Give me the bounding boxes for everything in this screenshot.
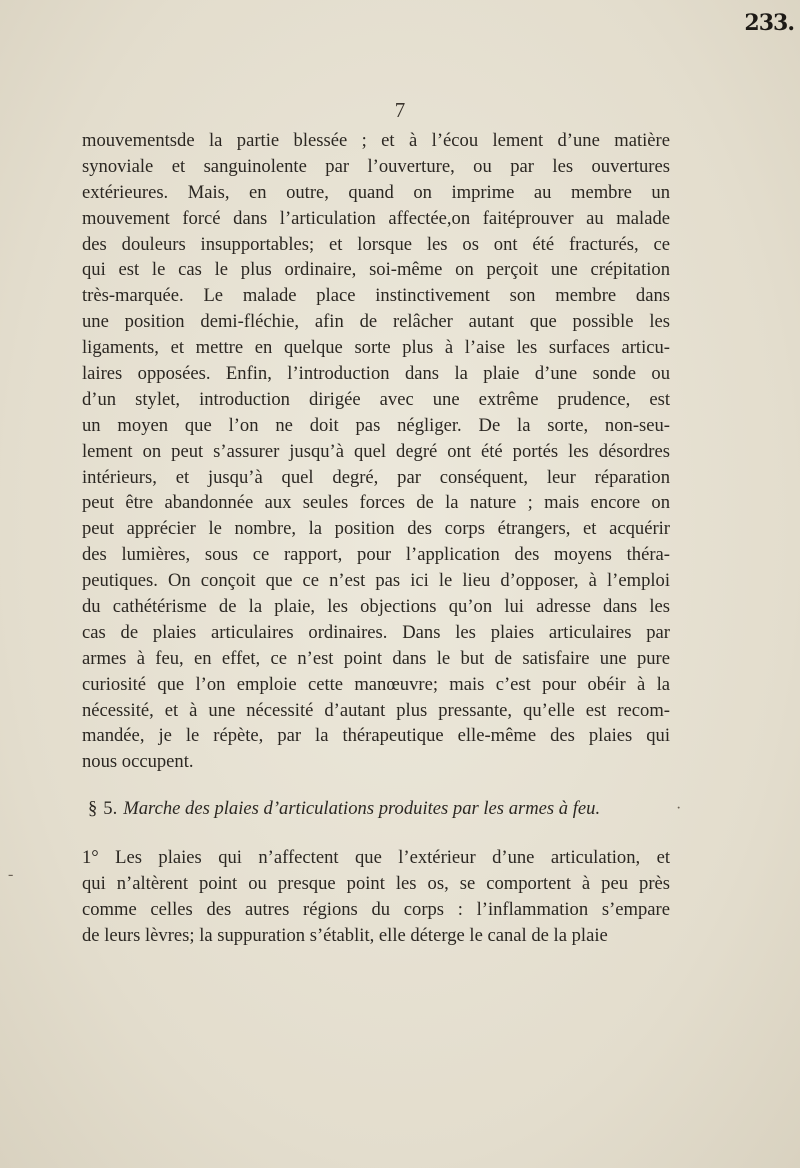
text-line: peut être abandonnée aux seules forces de la nature ; mais encore on (82, 492, 670, 514)
text-line: très-marquée. Le malade place instinctivement son membre dans (82, 285, 670, 307)
text-line: armes à feu, en effet, ce n’est point dans le but de satisfaire une pure (82, 647, 670, 669)
text-line: une position demi-fléchie, afin de relâcher autant que possible les (82, 311, 670, 333)
text-line: du cathétérisme de la plaie, les objections qu’on lui adresse dans les (82, 596, 670, 618)
margin-mark: - (8, 866, 14, 883)
body-text (82, 128, 670, 775)
text-line: nous occupent. (82, 751, 194, 773)
text-line: mouvement forcé dans l’articulation affectée,on faitéprouver au malade (82, 207, 670, 229)
text-line: de leurs lèvres; la suppuration s’établit, elle déterge le canal de la plaie (82, 924, 608, 946)
text-line: laires opposées. Enfin, l’introduction dans la plaie d’une sonde ou (82, 363, 670, 385)
margin-mark: · (676, 800, 682, 817)
text-line: peut apprécier le nombre, la position des corps étrangers, et acquérir (82, 518, 670, 540)
text-line: 1° Les plaies qui n’affectent que l’extérieur d’une articulation, et (82, 847, 670, 868)
page-number: 7 (394, 98, 406, 122)
text-line: qui n’altèrent point ou presque point les os, se comportent à peu près (82, 872, 670, 894)
text-line: lement on peut s’assurer jusqu’à quel degré ont été portés les désordres (82, 440, 670, 462)
section-title: Marche des plaies d’articulations produites par les armes à feu. (123, 798, 601, 819)
text-line: des douleurs insupportables; et lorsque les os ont été fracturés, ce (82, 233, 670, 255)
folio-stamp: 233. (744, 10, 794, 36)
text-line: synoviale et sanguinolente par l’ouverture, ou par les ouvertures (82, 155, 670, 177)
text-line: mouvementsde la partie blessée ; et à l’écou lement d’une matière (82, 130, 670, 151)
text-line: cas de plaies articulaires ordinaires. Dans les plaies articulaires par (82, 621, 670, 643)
section-symbol: § (88, 798, 98, 819)
text-line: mandée, je le répète, par la thérapeutique elle-même des plaies qui (82, 725, 670, 747)
section-body-text (82, 845, 670, 949)
text-line: curiosité que l’on emploie cette manœuvre; mais c’est pour obéir à la (82, 673, 670, 695)
text-line: nécessité, et à une nécessité d’autant plus pressante, qu’elle est recom- (82, 699, 670, 721)
section-number: 5. (103, 798, 118, 819)
text-line: qui est le cas le plus ordinaire, soi-même on perçoit une crépitation (82, 259, 670, 281)
text-line: comme celles des autres régions du corps : l’inflammation s’empare (82, 898, 670, 920)
text-line: d’un stylet, introduction dirigée avec une extrême prudence, est (82, 388, 670, 410)
text-line: intérieurs, et jusqu’à quel degré, par conséquent, leur réparation (82, 466, 670, 488)
text-line: ligaments, et mettre en quelque sorte plus à l’aise les surfaces articu- (82, 337, 670, 359)
text-line: un moyen que l’on ne doit pas négliger. De la sorte, non-seu- (82, 414, 670, 436)
section-heading (88, 796, 668, 822)
text-line: des lumières, sous ce rapport, pour l’application des moyens théra- (82, 544, 670, 566)
text-line: peutiques. On conçoit que ce n’est pas ici le lieu d’opposer, à l’emploi (82, 570, 670, 592)
text-line: extérieures. Mais, en outre, quand on imprime au membre un (82, 181, 670, 203)
